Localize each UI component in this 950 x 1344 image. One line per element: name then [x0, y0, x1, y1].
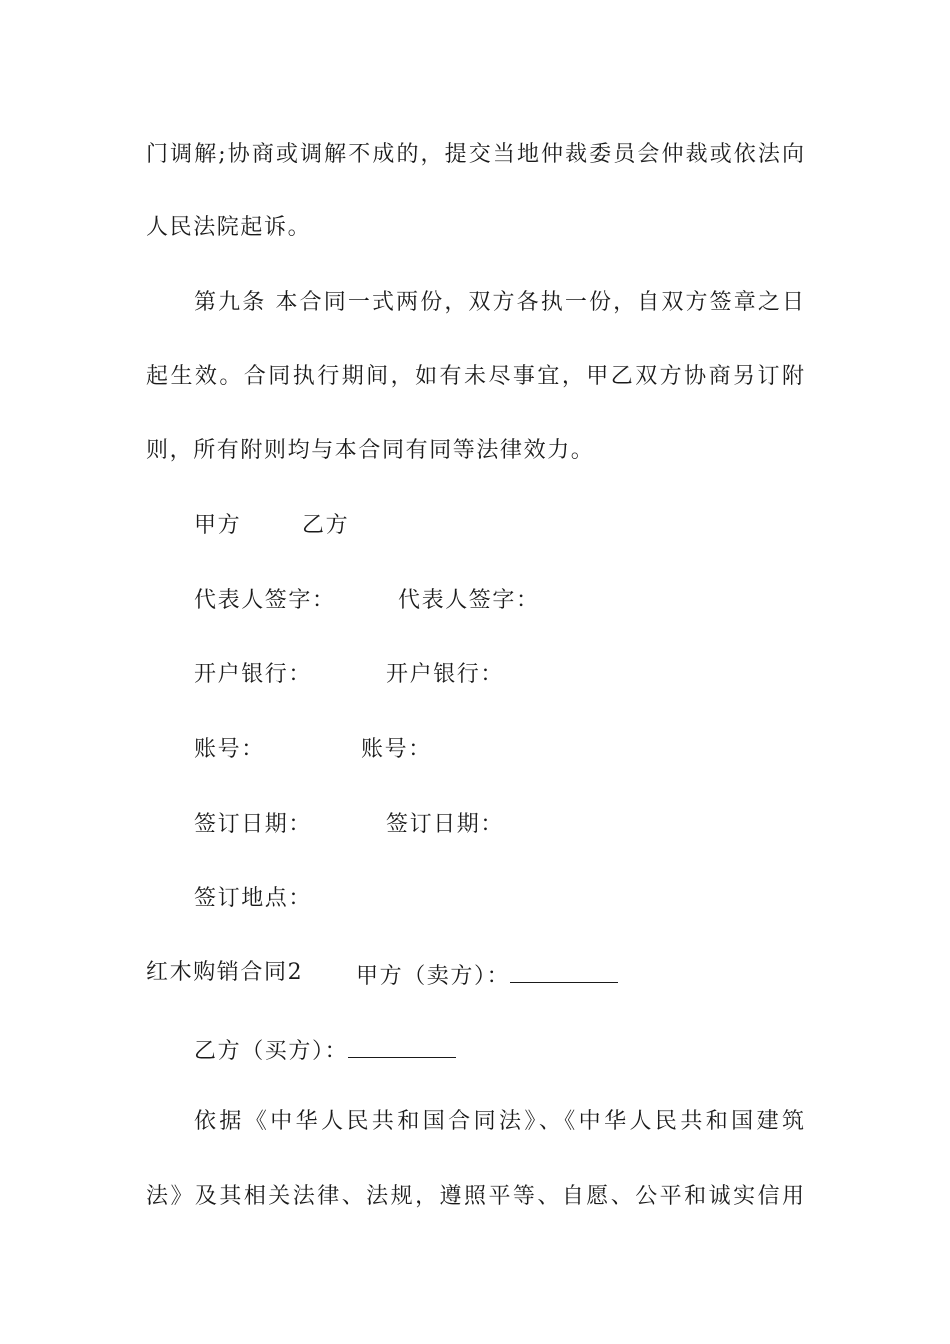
- buyer-blank: [348, 1033, 456, 1058]
- article-nine-line: 第九条 本合同一式两份，双方各执一份，自双方签章之日: [194, 290, 804, 315]
- seller-label: 甲方（卖方）：: [356, 958, 618, 992]
- bank-a-label: 开户银行：: [194, 662, 313, 687]
- date-b-label: 签订日期：: [386, 812, 505, 837]
- party-b-label: 乙方: [302, 513, 350, 538]
- party-row: [0, 511, 950, 541]
- representative-row: [0, 586, 950, 616]
- seller-blank: [510, 958, 618, 983]
- text-line: 则，所有附则均与本合同有同等法律效力。: [146, 438, 595, 463]
- date-row: [0, 810, 950, 840]
- text-line: 起生效。合同执行期间，如有未尽事宜，甲乙双方协商另订附: [146, 364, 804, 389]
- date-a-label: 签订日期：: [194, 812, 313, 837]
- bank-row: [0, 660, 950, 690]
- text-line: 门调解;协商或调解不成的，提交当地仲裁委员会仲裁或依法向: [146, 142, 804, 167]
- party-a-label: 甲方: [194, 513, 242, 538]
- account-row: [0, 735, 950, 765]
- account-a-label: 账号：: [194, 737, 265, 762]
- buyer-label: 乙方（买方）：: [194, 1033, 456, 1063]
- contract2-title: 红木购销合同2: [146, 960, 304, 985]
- contract2-header-row: [0, 958, 950, 988]
- account-b-label: 账号：: [361, 737, 432, 762]
- place-label: 签订地点：: [194, 886, 313, 911]
- basis-line-2: 法》及其相关法律、法规，遵照平等、自愿、公平和诚实信用: [146, 1184, 804, 1209]
- rep-b-label: 代表人签字：: [398, 588, 540, 613]
- bank-b-label: 开户银行：: [386, 662, 505, 687]
- basis-line-1: 依据《中华人民共和国合同法》、《中华人民共和国建筑: [194, 1109, 804, 1134]
- rep-a-label: 代表人签字：: [194, 588, 336, 613]
- text-line: 人民法院起诉。: [146, 215, 312, 240]
